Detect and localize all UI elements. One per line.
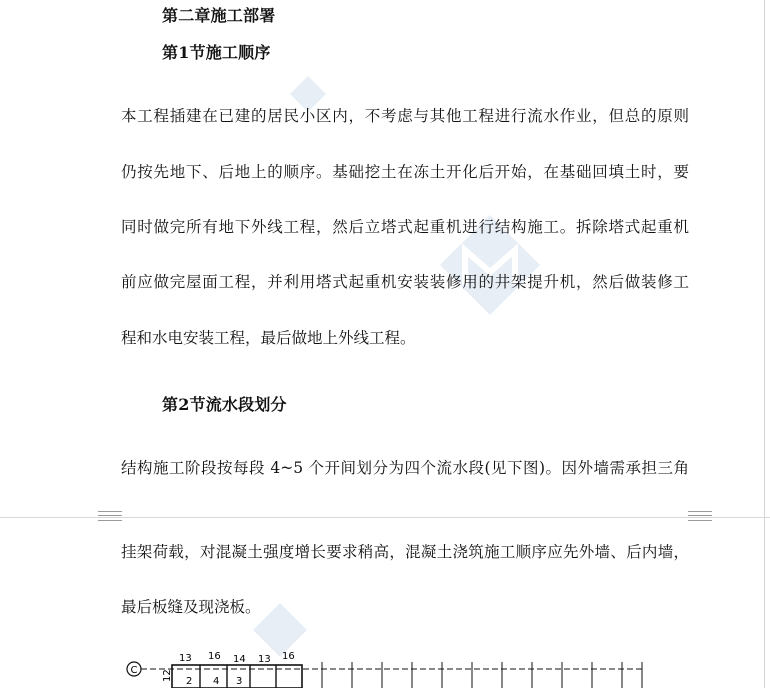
dimension-label: 13 xyxy=(258,654,271,665)
paragraph-line: 挂架荷载，对混凝土强度增长要求稍高，混凝土浇筑施工顺序应先外墙、后内墙， xyxy=(121,543,689,561)
flow-section-diagram xyxy=(122,648,682,688)
paragraph-line: 同时做完所有地下外线工程，然后立塔式起重机进行结构施工。拆除塔式起重机 xyxy=(121,218,689,236)
section-title: 第2节流水段划分 xyxy=(162,395,287,414)
cell-label: 2 xyxy=(186,676,193,687)
page-break-marker xyxy=(688,511,712,521)
cell-label: 4 xyxy=(213,676,220,687)
dimension-label: 14 xyxy=(233,654,246,665)
dimension-label: 16 xyxy=(208,651,221,662)
paragraph-line: 前应做完屋面工程，并利用塔式起重机安装装修用的井架提升机，然后做装修工 xyxy=(121,273,689,291)
page-break-marker xyxy=(98,511,122,521)
page-edge xyxy=(764,0,765,688)
dimension-label: 13 xyxy=(179,653,192,664)
paragraph-line: 结构施工阶段按每段 4~5 个开间划分为四个流水段(见下图)。因外墙需承担三角 xyxy=(121,459,689,477)
paragraph-line: 程和水电安装工程，最后做地上外线工程。 xyxy=(121,329,416,347)
chapter-title: 第二章施工部署 xyxy=(162,6,276,25)
section-title: 第1节施工顺序 xyxy=(162,43,271,62)
paragraph-line: 仍按先地下、后地上的顺序。基础挖土在冻土开化后开始，在基础回填土时，要 xyxy=(121,163,689,181)
paragraph-line: 最后板缝及现浇板。 xyxy=(121,598,261,616)
dimension-label: 16 xyxy=(282,651,295,662)
paragraph-line: 本工程插建在已建的居民小区内，不考虑与其他工程进行流水作业，但总的原则 xyxy=(121,107,689,125)
cell-label: 3 xyxy=(236,676,243,687)
axis-marker xyxy=(127,662,642,676)
svg-text:C: C xyxy=(130,665,138,676)
dimension-label: 12 xyxy=(162,669,173,682)
